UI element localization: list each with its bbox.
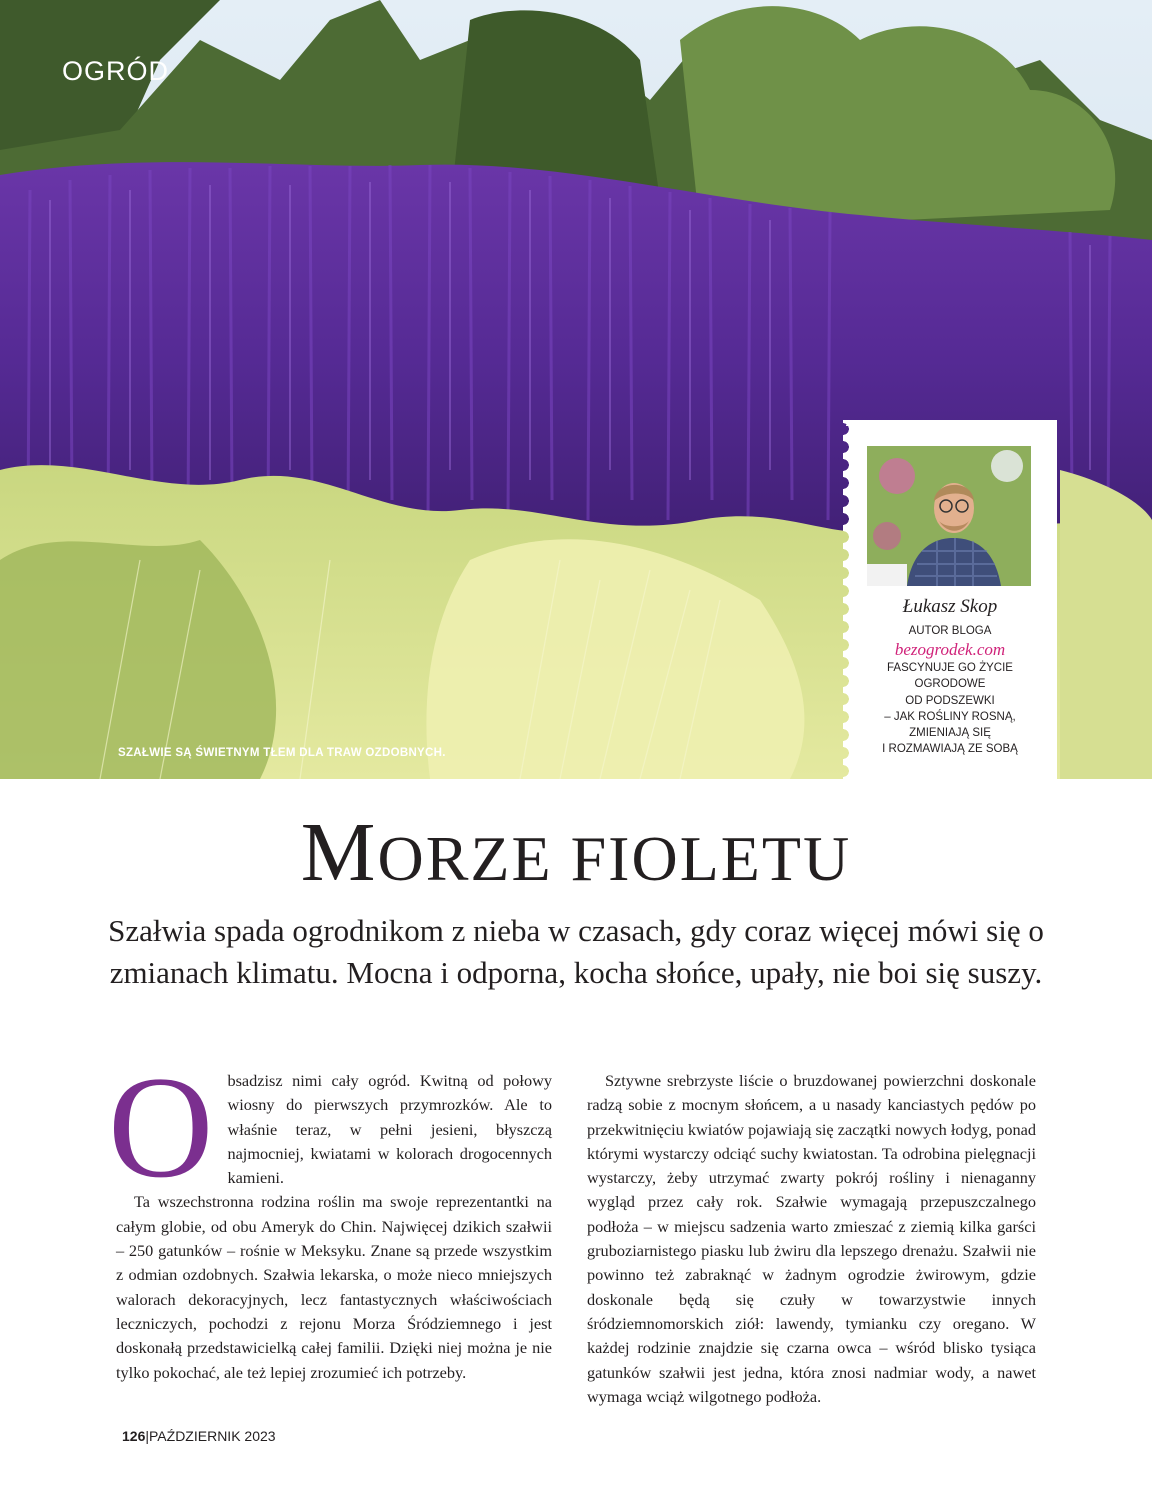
issue-date: PAŹDZIERNIK 2023 [149, 1428, 276, 1444]
author-role: AUTOR BLOGA [908, 625, 992, 637]
author-bio-line: OGRODOWE [914, 678, 986, 691]
author-bio-line: OD PODSZEWKI [905, 694, 995, 707]
dropcap: O [108, 1046, 214, 1208]
article-title-initial: M [300, 806, 378, 899]
stamp-perforation-top [843, 414, 1057, 426]
body-paragraph: Sztywne srebrzyste liście o bruzdowanej powierzchni doskonale radzą sobie z mocnym słońcem, a u nasady kanciastych pędów po przekwitnięciu kwiatów pojawiają się zaczątki nowych łodyg, ponad którymi wystarczy odciąć suchy kwiatostan. Ta odrobina pielęgnacji wystarczy, żeby utrzymać zwarty pokrój rośliny i nienaganny wygląd przez cały rok. Szałwie wymagają przepuszczalnego podłoża – w miejscu sadzenia warto zmieszać z ziemią kilka garści gruboziarnistego piasku lub żwiru dla lepszego drenażu. Szałwii nie powinno też zabraknąć w żadnym ogrodzie żwirowym, gdzie doskonale będą się czuły w towarzystwie innych śródziemnomorskich ziół: lawendy, tymianku czy oregano. W każdej rodzinie znajdzie się czarna owca – wśród blisko tysiąca gatunków szałwii jest jedna, która znosi nadmiar wody, a nawet wymaga wciąż wilgotnego podłoża. [587, 1071, 1036, 1406]
article-title-rest: ORZE FIOLETU [377, 823, 852, 894]
author-portrait-illustration [867, 446, 1031, 586]
body-column-right [587, 1069, 1036, 1409]
author-blog-link[interactable]: bezogrodek.com [894, 640, 1006, 660]
author-portrait [867, 446, 1031, 586]
page-folio: 126|PAŹDZIERNIK 2023 [122, 1428, 276, 1444]
author-bio-line: FASCYNUJE GO ŻYCIE [887, 662, 1013, 675]
photo-caption: SZAŁWIE SĄ ŚWIETNYM TŁEM DLA TRAW OZDOBNYCH. [118, 747, 446, 759]
body-paragraph: Ta wszechstronna rodzina roślin ma swoje reprezentantki na całym globie, od obu Ameryk do Chin. Najwięcej dzikich szałwii – 250 gatunków – rośnie w Meksyku. Znane są przede wszystkim z odmian ozdobnych. Szałwia lekarska, o może nieco mniejszych walorach dekoracyjnych, lecz fantastycznych właściwościach leczniczych, pochodzi z rejonu Morza Śródziemnego i jest doskonałą przedstawicielką całej familii. Dzięki niej można je nie tylko pokochać, ale też lepiej zrozumieć ich potrzeby. [116, 1192, 552, 1382]
page-number: 126 [122, 1428, 146, 1444]
body-paragraph-text: bsadzisz nimi cały ogród. Kwitną od połowy wiosny do pierwszych przymrozków. Ale to właśnie teraz, w pełni jesieni, błyszczą najmocniej, kwiatami w kolorach drogocennych kamieni. [227, 1071, 552, 1188]
section-label: OGRÓD [62, 56, 170, 86]
author-bio-line: – JAK ROŚLINY ROSNĄ, [884, 710, 1016, 723]
author-bio [843, 623, 1057, 757]
author-name: Łukasz Skop [902, 596, 998, 617]
body-column-left [108, 1046, 552, 1385]
author-bio-line: I ROZMAWIAJĄ ZE SOBĄ [882, 743, 1018, 756]
article-lead: Szałwia spada ogrodnikom z nieba w czasach, gdy coraz więcej mówi się o zmianach klimatu. Mocna i odporna, kocha słońce, upały, nie boi się suszy. [108, 913, 1044, 990]
body-paragraph [108, 1046, 552, 1208]
article-title [0, 808, 1152, 904]
author-bio-line: ZMIENIAJĄ SIĘ [909, 727, 991, 740]
